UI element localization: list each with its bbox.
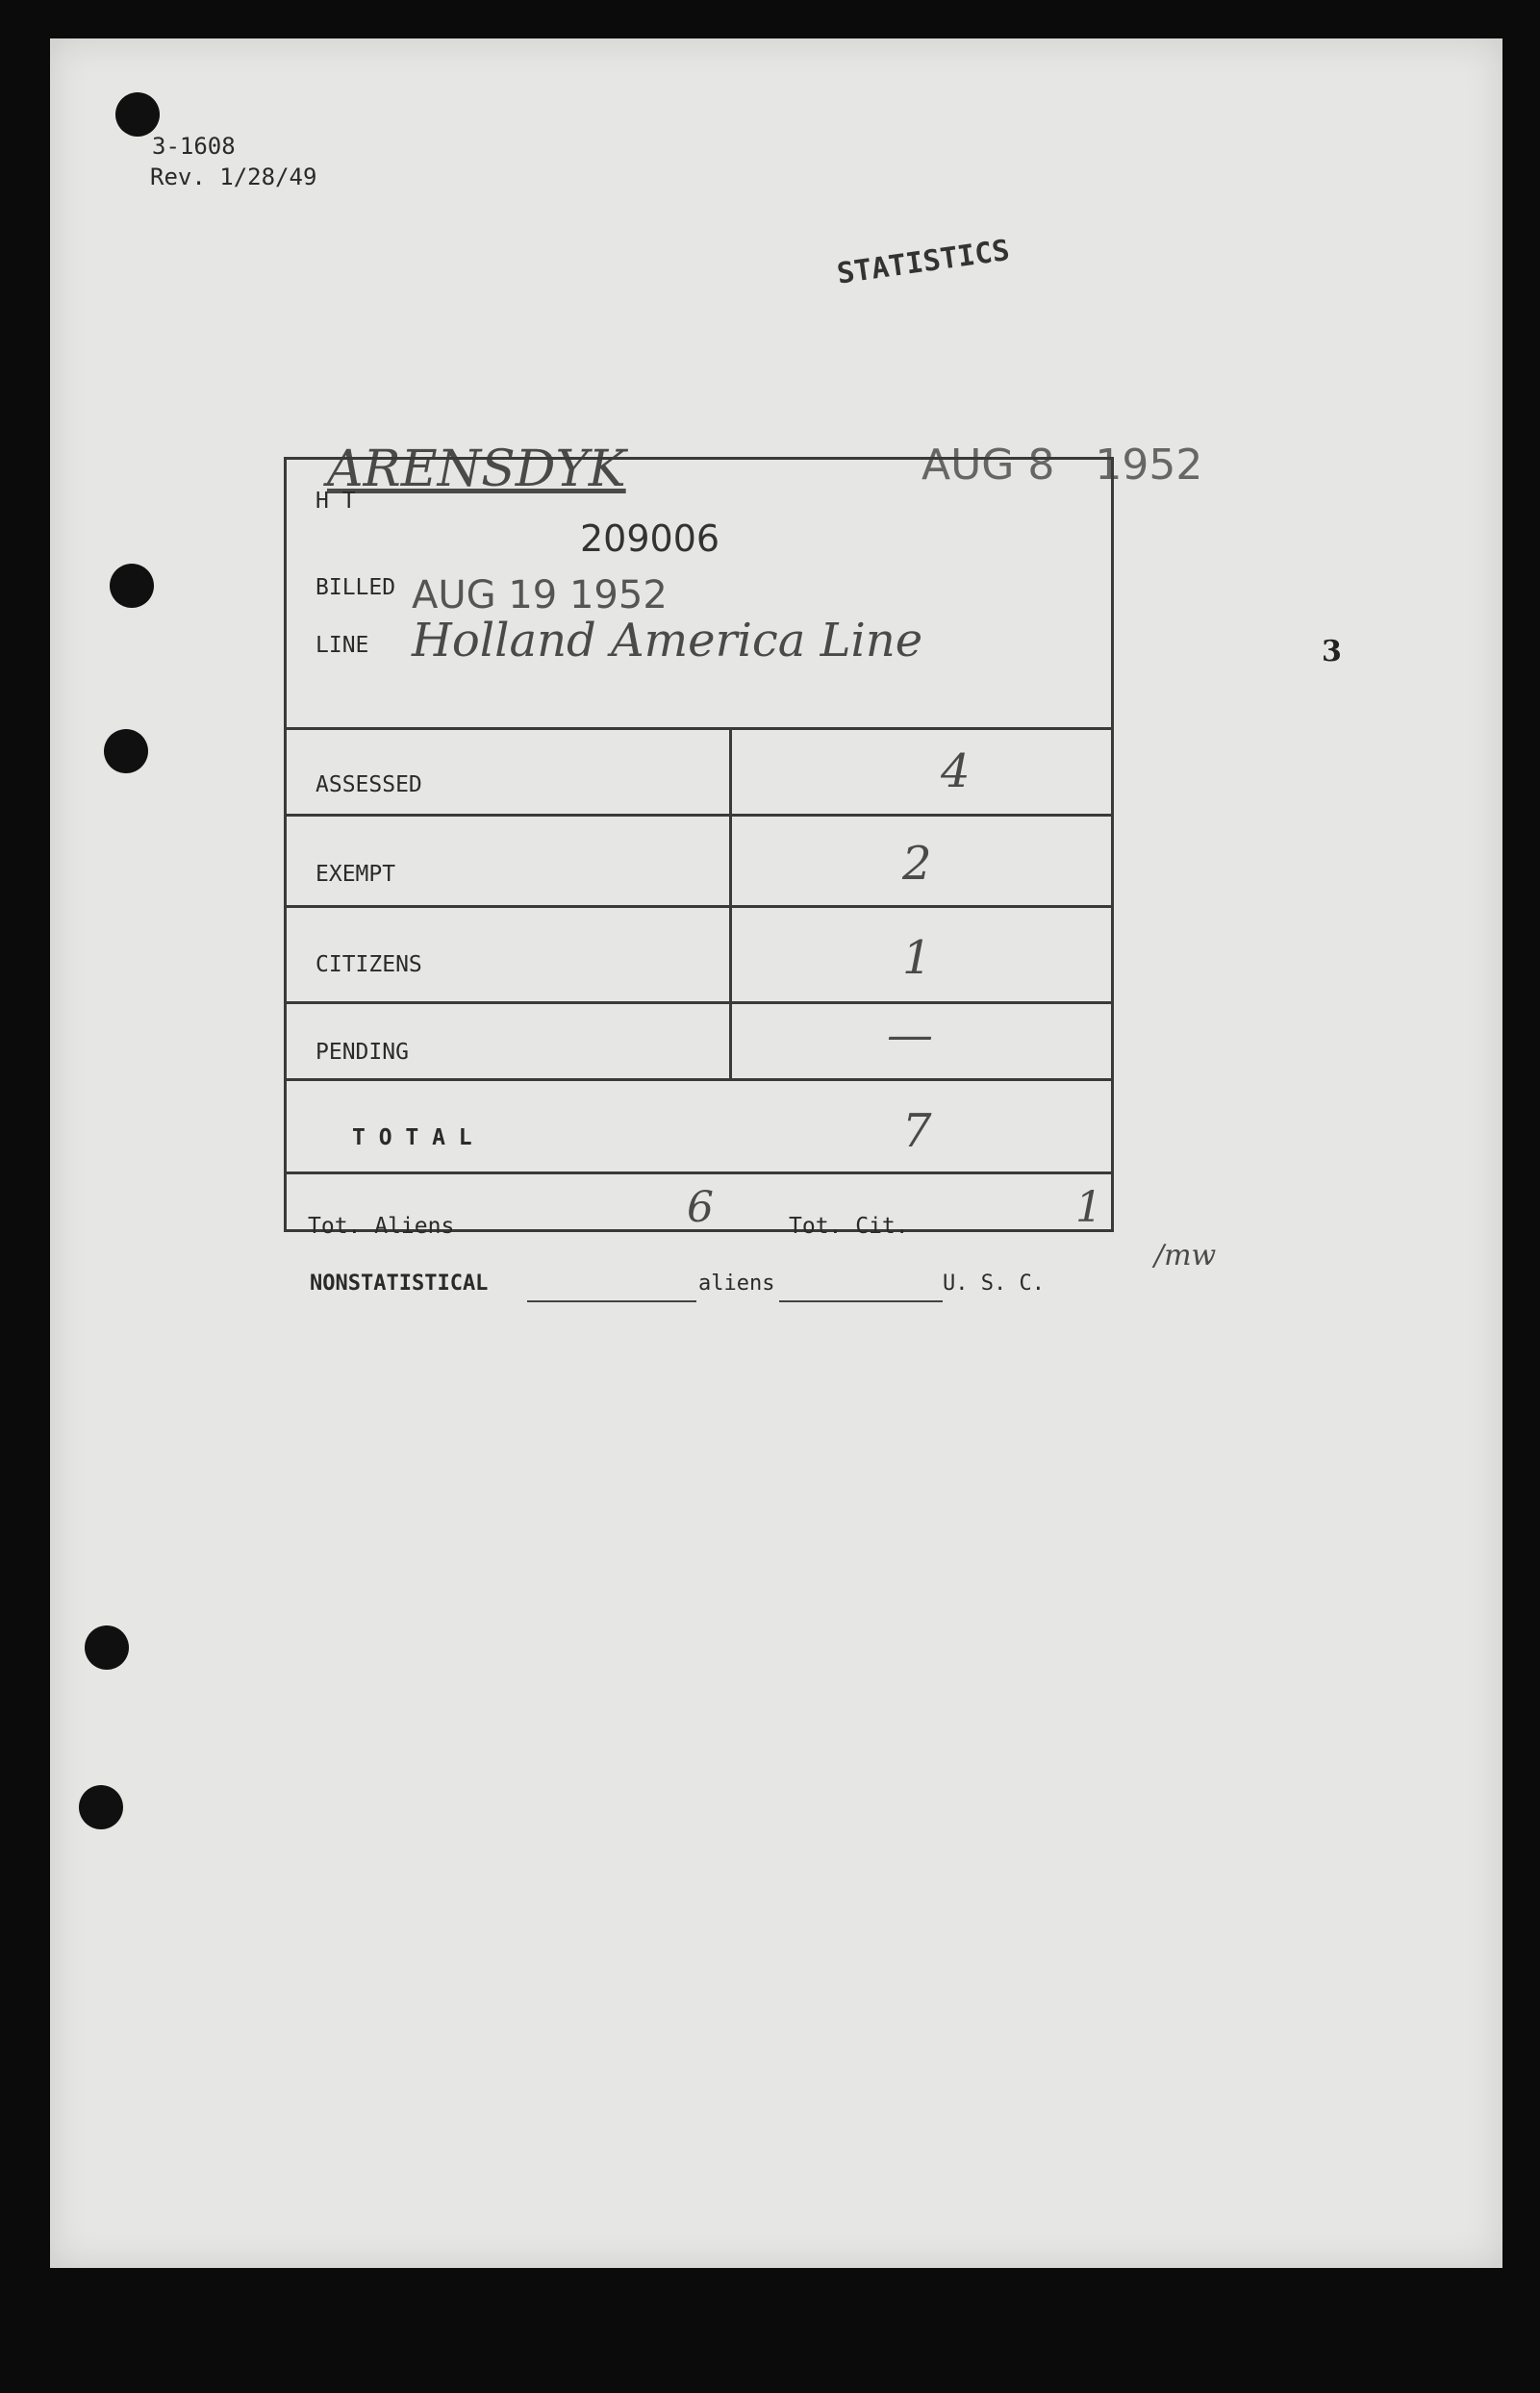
row-label-pending: PENDING: [316, 1040, 409, 1065]
divider: [287, 814, 1111, 817]
ht-number: 209006: [580, 517, 720, 560]
row-value-pending: —: [887, 1008, 933, 1062]
tot-cit-label: Tot. Cit.: [789, 1214, 909, 1239]
total-label: T O T A L: [352, 1125, 472, 1150]
usc-label: U. S. C.: [943, 1272, 1045, 1296]
divider: [287, 905, 1111, 908]
row-value-citizens: 1: [902, 931, 932, 985]
tot-aliens-label: Tot. Aliens: [308, 1214, 455, 1239]
divider: [287, 727, 1111, 730]
billed-stamp: AUG 19 1952: [412, 573, 668, 617]
line-value: Holland America Line: [412, 614, 923, 668]
divider: [287, 1171, 1111, 1174]
date-stamp: AUG 8 1952: [921, 441, 1203, 490]
row-label-exempt: EXEMPT: [316, 862, 396, 887]
punch-hole: [115, 92, 160, 137]
ht-label: H T: [316, 489, 356, 514]
punch-hole: [85, 1625, 129, 1670]
divider: [287, 1078, 1111, 1081]
row-value-assessed: 4: [941, 744, 971, 798]
clerk-initials: /mw: [1154, 1239, 1217, 1272]
punch-hole: [79, 1785, 123, 1829]
surname-handwritten: ARENSDYK: [327, 441, 626, 498]
nonstatistical-blank: [527, 1300, 696, 1302]
row-label-citizens: CITIZENS: [316, 952, 422, 977]
punch-hole: [104, 729, 148, 773]
aliens-label: aliens: [698, 1272, 775, 1296]
row-value-exempt: 2: [902, 837, 932, 891]
form-number: 3-1608: [152, 133, 236, 160]
row-label-assessed: ASSESSED: [316, 772, 422, 797]
punch-hole: [110, 564, 154, 608]
divider: [287, 1001, 1111, 1004]
tot-cit-value: 1: [1075, 1183, 1102, 1232]
statistics-form-box: [284, 457, 1114, 1239]
line-label: LINE: [316, 633, 369, 658]
nonstatistical-label: NONSTATISTICAL: [310, 1272, 489, 1296]
aliens-blank: [779, 1300, 943, 1302]
form-revision: Rev. 1/28/49: [150, 164, 317, 190]
tot-aliens-value: 6: [687, 1183, 714, 1232]
total-value: 7: [902, 1104, 932, 1158]
billed-label: BILLED: [316, 575, 396, 600]
statistics-stamp: STATISTICS: [835, 233, 1012, 291]
page-number: 3: [1322, 635, 1342, 668]
column-divider: [729, 727, 732, 1078]
